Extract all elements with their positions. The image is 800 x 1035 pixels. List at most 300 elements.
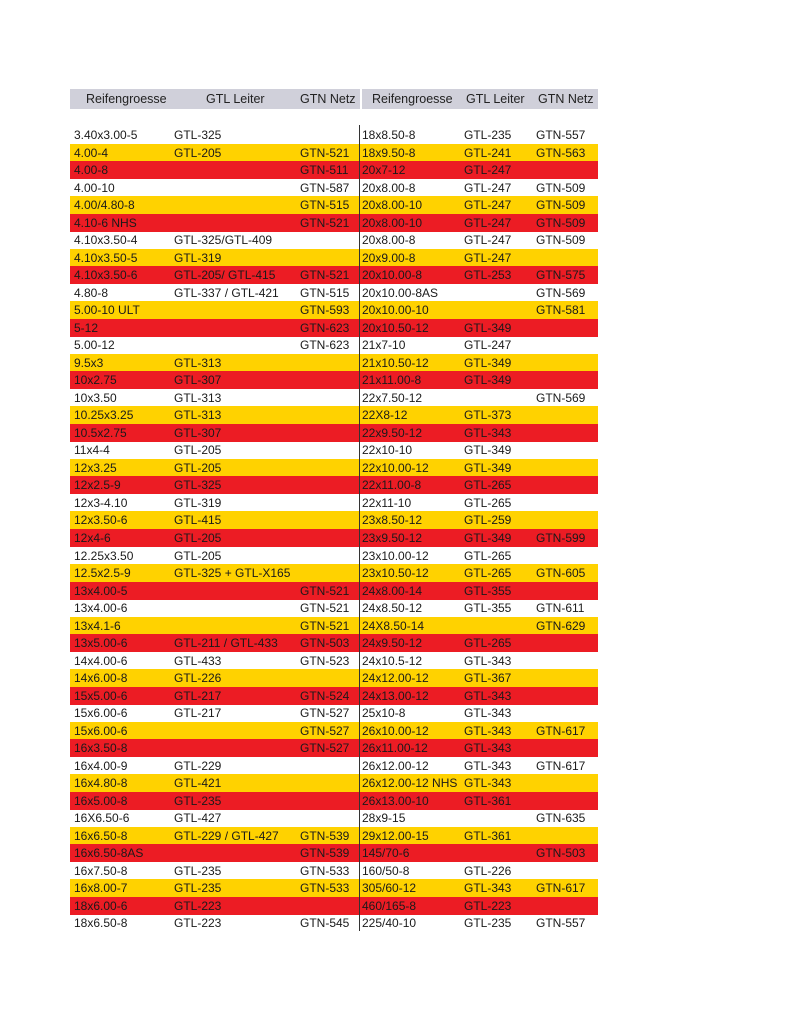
table-row xyxy=(360,529,598,547)
cell-gtl: GTL-313 xyxy=(174,408,222,423)
cell-size: 20x8.00-10 xyxy=(362,198,423,213)
cell-size: 4.10x3.50-5 xyxy=(74,250,138,265)
cell-size: 22x11-10 xyxy=(362,495,412,510)
header-gtl: GTL Leiter xyxy=(466,92,525,106)
table-row xyxy=(360,214,598,232)
cell-gtl: GTL-253 xyxy=(464,268,512,283)
cell-size: 13x4.00-6 xyxy=(74,601,128,615)
cell-gtl: GTL-226 xyxy=(174,671,222,686)
cell-size: 16x4.00-9 xyxy=(74,758,128,773)
table-row xyxy=(70,547,360,565)
cell-size: 16x5.00-8 xyxy=(74,793,128,808)
header-gtn: GTN Netz xyxy=(300,92,356,106)
cell-size: 15x6.00-6 xyxy=(74,706,128,721)
cell-size: 10x2.75 xyxy=(74,373,117,388)
table-row xyxy=(70,879,360,897)
table-row xyxy=(70,476,360,494)
cell-gtl: GTL-235 xyxy=(464,128,512,142)
table-row xyxy=(360,827,598,845)
table-row xyxy=(70,336,360,354)
cell-gtl: GTL-205 xyxy=(174,531,222,545)
table-row xyxy=(70,722,360,740)
table-row xyxy=(360,511,598,529)
table-row xyxy=(70,494,360,512)
cell-gtl: GTL-229 / GTL-427 xyxy=(174,828,279,843)
cell-gtl: GTL-349 xyxy=(464,443,512,458)
cell-gtl: GTL-367 xyxy=(464,671,512,686)
cell-size: 3.40x3.00-5 xyxy=(74,128,138,142)
cell-size: 4.10-6 NHS xyxy=(74,215,137,230)
table-row xyxy=(70,126,360,144)
cell-size: 10.25x3.25 xyxy=(74,408,134,423)
cell-size: 26x12.00-12 xyxy=(362,758,429,773)
cell-gtl: GTL-247 xyxy=(464,250,512,265)
table-row xyxy=(360,582,598,600)
table-row xyxy=(360,406,598,424)
cell-gtl: GTL-349 xyxy=(464,320,512,335)
cell-size: 13x4.00-5 xyxy=(74,583,128,598)
cell-size: 160/50-8 xyxy=(362,863,410,878)
cell-gtl: GTL-325 xyxy=(174,128,222,142)
table-row xyxy=(70,371,360,389)
cell-gtl: GTL-421 xyxy=(174,776,222,791)
table-row xyxy=(70,809,360,827)
table-row xyxy=(70,897,360,915)
table-row xyxy=(70,354,360,372)
cell-size: 23x8.50-12 xyxy=(362,513,423,528)
cell-size: 24x12.00-12 xyxy=(362,671,429,686)
cell-gtn: GTN-521 xyxy=(300,583,350,598)
cell-gtl: GTL-349 xyxy=(464,355,512,370)
header-left xyxy=(70,89,360,109)
cell-size: 22x11.00-8 xyxy=(362,478,422,493)
table-row xyxy=(70,249,360,267)
cell-gtn: GTN-503 xyxy=(300,636,350,651)
cell-gtn: GTN-509 xyxy=(536,198,586,213)
table-row xyxy=(360,231,598,249)
table-row xyxy=(70,827,360,845)
cell-size: 28x9-15 xyxy=(362,811,406,826)
cell-size: 20x8.00-10 xyxy=(362,215,423,230)
cell-size: 4.80-8 xyxy=(74,285,109,300)
table-row xyxy=(360,862,598,880)
cell-gtl: GTL-223 xyxy=(174,898,222,913)
cell-gtl: GTL-307 xyxy=(174,373,222,388)
cell-size: 14x6.00-8 xyxy=(74,671,128,686)
cell-gtl: GTL-343 xyxy=(464,741,512,756)
cell-size: 20x8.00-8 xyxy=(362,233,416,248)
cell-size: 13x4.1-6 xyxy=(74,618,121,633)
cell-gtn: GTN-521 xyxy=(300,601,350,615)
cell-size: 13x5.00-6 xyxy=(74,636,128,651)
cell-gtn: GTN-503 xyxy=(536,846,586,861)
table-row xyxy=(360,354,598,372)
cell-size: 18x6.50-8 xyxy=(74,916,128,931)
table-row xyxy=(70,529,360,547)
table-row xyxy=(360,284,598,302)
cell-gtn: GTN-527 xyxy=(300,706,350,721)
cell-gtn: GTN-539 xyxy=(300,828,350,843)
table-row xyxy=(360,389,598,407)
cell-gtl: GTL-205 xyxy=(174,548,222,563)
header-gtl: GTL Leiter xyxy=(206,92,265,106)
cell-gtn: GTN-623 xyxy=(300,338,350,353)
table-row xyxy=(360,371,598,389)
header-right xyxy=(362,89,598,109)
cell-gtl: GTL-205 xyxy=(174,460,222,475)
cell-size: 11x4-4 xyxy=(74,443,110,458)
cell-size: 23x10.50-12 xyxy=(362,566,429,580)
cell-gtl: GTL-343 xyxy=(464,706,512,721)
table-row xyxy=(70,214,360,232)
header-size: Reifengroesse xyxy=(86,92,167,106)
cell-size: 22X8-12 xyxy=(362,408,408,423)
cell-gtl: GTL-313 xyxy=(174,390,222,405)
table-row xyxy=(360,669,598,687)
cell-size: 18x6.00-6 xyxy=(74,898,128,913)
cell-size: 16x6.50-8 xyxy=(74,828,128,843)
cell-size: 12x4-6 xyxy=(74,531,111,545)
table-row xyxy=(360,179,598,197)
cell-size: 12x2.5-9 xyxy=(74,478,121,493)
table-row xyxy=(360,704,598,722)
cell-gtn: GTN-539 xyxy=(300,846,350,861)
table-row xyxy=(70,424,360,442)
cell-gtl: GTL-265 xyxy=(464,478,512,493)
cell-gtn: GTN-569 xyxy=(536,390,586,405)
table-row xyxy=(70,634,360,652)
table-row xyxy=(360,301,598,319)
table-row xyxy=(360,652,598,670)
table-row xyxy=(70,319,360,337)
cell-gtl: GTL-307 xyxy=(174,425,222,440)
cell-gtl: GTL-235 xyxy=(174,793,222,808)
cell-gtl: GTL-355 xyxy=(464,583,512,598)
cell-gtn: GTN-509 xyxy=(536,180,586,195)
cell-gtl: GTL-349 xyxy=(464,531,512,545)
cell-size: 5.00-12 xyxy=(74,338,115,353)
cell-size: 22x10-10 xyxy=(362,443,413,458)
cell-gtn: GTN-533 xyxy=(300,863,350,878)
cell-gtn: GTN-521 xyxy=(300,215,350,230)
table-row xyxy=(360,792,598,810)
cell-gtl: GTL-235 xyxy=(464,916,512,931)
table-row xyxy=(360,144,598,162)
cell-gtn: GTN-617 xyxy=(536,881,586,896)
table-row xyxy=(70,564,360,582)
cell-size: 4.00-10 xyxy=(74,180,115,195)
table-row xyxy=(360,844,598,862)
table-row xyxy=(70,687,360,705)
cell-gtl: GTL-265 xyxy=(464,566,512,580)
cell-gtn: GTN-593 xyxy=(300,303,350,318)
column-divider xyxy=(359,125,360,931)
table-row xyxy=(70,792,360,810)
table-row xyxy=(360,564,598,582)
cell-gtl: GTL-211 / GTL-433 xyxy=(174,636,278,651)
table-row xyxy=(360,757,598,775)
table-row xyxy=(70,301,360,319)
cell-gtn: GTN-581 xyxy=(536,303,586,318)
cell-gtn: GTN-533 xyxy=(300,881,350,896)
cell-size: 12x3.50-6 xyxy=(74,513,128,528)
cell-size: 24x13.00-12 xyxy=(362,688,429,703)
table-row xyxy=(70,406,360,424)
cell-size: 18x8.50-8 xyxy=(362,128,416,142)
cell-size: 26x10.00-12 xyxy=(362,723,429,738)
cell-size: 24x10.5-12 xyxy=(362,653,423,668)
cell-gtn: GTN-575 xyxy=(536,268,586,283)
cell-gtn: GTN-587 xyxy=(300,180,350,195)
table-row xyxy=(70,914,360,932)
table-row xyxy=(360,476,598,494)
table-row xyxy=(70,144,360,162)
header-gtn: GTN Netz xyxy=(538,92,594,106)
table-row xyxy=(360,722,598,740)
cell-size: 20x10.00-8 xyxy=(362,268,423,283)
cell-size: 12x3.25 xyxy=(74,460,117,475)
cell-gtn: GTN-515 xyxy=(300,198,350,213)
cell-gtl: GTL-259 xyxy=(464,513,512,528)
cell-gtl: GTL-343 xyxy=(464,776,512,791)
cell-gtl: GTL-373 xyxy=(464,408,512,423)
table-row xyxy=(360,897,598,915)
cell-gtn: GTN-629 xyxy=(536,618,586,633)
cell-gtl: GTL-343 xyxy=(464,723,512,738)
table-row xyxy=(70,599,360,617)
cell-gtl: GTL-343 xyxy=(464,881,512,896)
cell-size: 23x10.00-12 xyxy=(362,548,429,563)
cell-gtl: GTL-313 xyxy=(174,355,222,370)
cell-gtl: GTL-325 + GTL-X165 xyxy=(174,566,291,580)
cell-gtl: GTL-325/GTL-409 xyxy=(174,233,273,248)
cell-size: 225/40-10 xyxy=(362,916,417,931)
table-row xyxy=(360,739,598,757)
cell-gtn: GTN-617 xyxy=(536,758,586,773)
cell-gtl: GTL-361 xyxy=(464,828,512,843)
cell-gtn: GTN-509 xyxy=(536,233,586,248)
table-row xyxy=(70,862,360,880)
table-row xyxy=(70,669,360,687)
cell-gtl: GTL-433 xyxy=(174,653,222,668)
cell-size: 10.5x2.75 xyxy=(74,425,127,440)
cell-size: 4.00-4 xyxy=(74,145,109,160)
cell-size: 145/70-6 xyxy=(362,846,410,861)
cell-gtn: GTN-569 xyxy=(536,285,586,300)
cell-gtn: GTN-617 xyxy=(536,723,586,738)
cell-gtn: GTN-509 xyxy=(536,215,586,230)
cell-gtl: GTL-349 xyxy=(464,373,512,388)
table-row xyxy=(360,914,598,932)
table-row xyxy=(360,494,598,512)
cell-gtl: GTL-325 xyxy=(174,478,222,493)
table-row xyxy=(360,196,598,214)
cell-size: 10x3.50 xyxy=(74,390,117,405)
cell-gtl: GTL-319 xyxy=(174,495,222,510)
cell-size: 24X8.50-14 xyxy=(362,618,425,633)
cell-gtl: GTL-265 xyxy=(464,548,512,563)
cell-size: 24x8.50-12 xyxy=(362,601,423,615)
cell-gtl: GTL-241 xyxy=(464,145,512,160)
cell-size: 12x3-4.10 xyxy=(74,495,128,510)
cell-gtl: GTL-226 xyxy=(464,863,512,878)
table-row xyxy=(360,879,598,897)
cell-gtl: GTL-205/ GTL-415 xyxy=(174,268,276,283)
cell-gtl: GTL-223 xyxy=(464,898,512,913)
table-row xyxy=(70,511,360,529)
table-row xyxy=(70,774,360,792)
cell-size: 22x7.50-12 xyxy=(362,390,423,405)
cell-size: 15x5.00-6 xyxy=(74,688,128,703)
table-row xyxy=(360,319,598,337)
cell-gtl: GTL-247 xyxy=(464,163,512,177)
header-size: Reifengroesse xyxy=(372,92,453,106)
table-row xyxy=(360,266,598,284)
cell-size: 26x11.00-12 xyxy=(362,741,428,756)
table-row xyxy=(360,599,598,617)
cell-size: 22x9.50-12 xyxy=(362,425,423,440)
cell-size: 5-12 xyxy=(74,320,99,335)
cell-gtn: GTN-515 xyxy=(300,285,350,300)
cell-size: 16x7.50-8 xyxy=(74,863,128,878)
cell-size: 16x3.50-8 xyxy=(74,741,128,756)
table-row xyxy=(360,774,598,792)
cell-gtn: GTN-527 xyxy=(300,723,350,738)
cell-size: 20x10.50-12 xyxy=(362,320,429,335)
cell-size: 21x11.00-8 xyxy=(362,373,422,388)
cell-gtn: GTN-605 xyxy=(536,566,586,580)
cell-gtl: GTL-355 xyxy=(464,601,512,615)
cell-gtl: GTL-247 xyxy=(464,338,512,353)
cell-gtl: GTL-343 xyxy=(464,758,512,773)
table-row xyxy=(360,687,598,705)
cell-gtl: GTL-361 xyxy=(464,793,512,808)
cell-gtl: GTL-265 xyxy=(464,636,512,651)
cell-size: 25x10-8 xyxy=(362,706,406,721)
table-row xyxy=(70,161,360,179)
cell-size: 16x6.50-8AS xyxy=(74,846,144,861)
cell-size: 18x9.50-8 xyxy=(362,145,416,160)
cell-size: 26x13.00-10 xyxy=(362,793,429,808)
cell-gtn: GTN-527 xyxy=(300,741,350,756)
cell-gtn: GTN-557 xyxy=(536,128,586,142)
table-row xyxy=(70,196,360,214)
cell-size: 305/60-12 xyxy=(362,881,417,896)
cell-gtl: GTL-235 xyxy=(174,881,222,896)
cell-gtl: GTL-205 xyxy=(174,145,222,160)
cell-size: 20x7-12 xyxy=(362,163,406,177)
cell-size: 460/165-8 xyxy=(362,898,417,913)
table-row xyxy=(70,617,360,635)
cell-size: 16x4.80-8 xyxy=(74,776,128,791)
table-row xyxy=(360,336,598,354)
cell-size: 20x8.00-8 xyxy=(362,180,416,195)
cell-size: 20x10.00-8AS xyxy=(362,285,439,300)
cell-gtl: GTL-343 xyxy=(464,688,512,703)
cell-size: 9.5x3 xyxy=(74,355,104,370)
table-row xyxy=(360,459,598,477)
table-row xyxy=(360,249,598,267)
cell-size: 14x4.00-6 xyxy=(74,653,128,668)
cell-gtn: GTN-521 xyxy=(300,268,350,283)
cell-size: 4.10x3.50-6 xyxy=(74,268,138,283)
cell-gtl: GTL-319 xyxy=(174,250,222,265)
cell-gtl: GTL-247 xyxy=(464,180,512,195)
cell-gtl: GTL-217 xyxy=(174,688,222,703)
cell-size: 15x6.00-6 xyxy=(74,723,128,738)
table-row xyxy=(70,704,360,722)
cell-size: 12.25x3.50 xyxy=(74,548,134,563)
cell-gtl: GTL-247 xyxy=(464,215,512,230)
table-row xyxy=(360,547,598,565)
cell-gtl: GTL-235 xyxy=(174,863,222,878)
table-row xyxy=(70,441,360,459)
cell-gtn: GTN-523 xyxy=(300,653,350,668)
cell-gtl: GTL-247 xyxy=(464,198,512,213)
cell-gtn: GTN-563 xyxy=(536,145,586,160)
cell-size: 21x7-10 xyxy=(362,338,406,353)
table-row xyxy=(70,739,360,757)
table-row xyxy=(360,424,598,442)
cell-size: 5.00-10 ULT xyxy=(74,303,140,318)
cell-gtl: GTL-205 xyxy=(174,443,222,458)
cell-gtn: GTN-623 xyxy=(300,320,350,335)
cell-size: 20x10.00-10 xyxy=(362,303,429,318)
cell-gtl: GTL-427 xyxy=(174,811,222,826)
table-row xyxy=(70,757,360,775)
cell-size: 4.10x3.50-4 xyxy=(74,233,138,248)
table-row xyxy=(70,582,360,600)
cell-gtl: GTL-415 xyxy=(174,513,222,528)
table-row xyxy=(360,441,598,459)
cell-gtn: GTN-521 xyxy=(300,618,350,633)
cell-gtn: GTN-545 xyxy=(300,916,350,931)
table-row xyxy=(70,459,360,477)
cell-gtl: GTL-223 xyxy=(174,916,222,931)
table-row xyxy=(70,231,360,249)
cell-size: 12.5x2.5-9 xyxy=(74,566,131,580)
cell-gtn: GTN-511 xyxy=(300,163,349,177)
cell-gtn: GTN-599 xyxy=(536,531,586,545)
table-row xyxy=(360,126,598,144)
cell-gtn: GTN-521 xyxy=(300,145,350,160)
cell-size: 23x9.50-12 xyxy=(362,531,423,545)
table-row xyxy=(360,809,598,827)
cell-size: 29x12.00-15 xyxy=(362,828,429,843)
cell-size: 21x10.50-12 xyxy=(362,355,429,370)
table-row xyxy=(360,617,598,635)
cell-gtl: GTL-247 xyxy=(464,233,512,248)
cell-size: 20x9.00-8 xyxy=(362,250,416,265)
cell-gtn: GTN-611 xyxy=(536,601,585,615)
cell-gtl: GTL-337 / GTL-421 xyxy=(174,285,279,300)
cell-gtl: GTL-343 xyxy=(464,425,512,440)
cell-size: 24x9.50-12 xyxy=(362,636,423,651)
cell-gtl: GTL-229 xyxy=(174,758,222,773)
cell-gtl: GTL-217 xyxy=(174,706,222,721)
cell-size: 4.00/4.80-8 xyxy=(74,198,135,213)
table-row xyxy=(70,266,360,284)
cell-size: 16X6.50-6 xyxy=(74,811,130,826)
cell-size: 16x8.00-7 xyxy=(74,881,128,896)
cell-size: 26x12.00-12 NHS xyxy=(362,776,458,791)
cell-gtl: GTL-343 xyxy=(464,653,512,668)
cell-gtn: GTN-557 xyxy=(536,916,586,931)
cell-size: 22x10.00-12 xyxy=(362,460,429,475)
cell-gtn: GTN-635 xyxy=(536,811,586,826)
table-row xyxy=(70,652,360,670)
cell-size: 4.00-8 xyxy=(74,163,109,177)
